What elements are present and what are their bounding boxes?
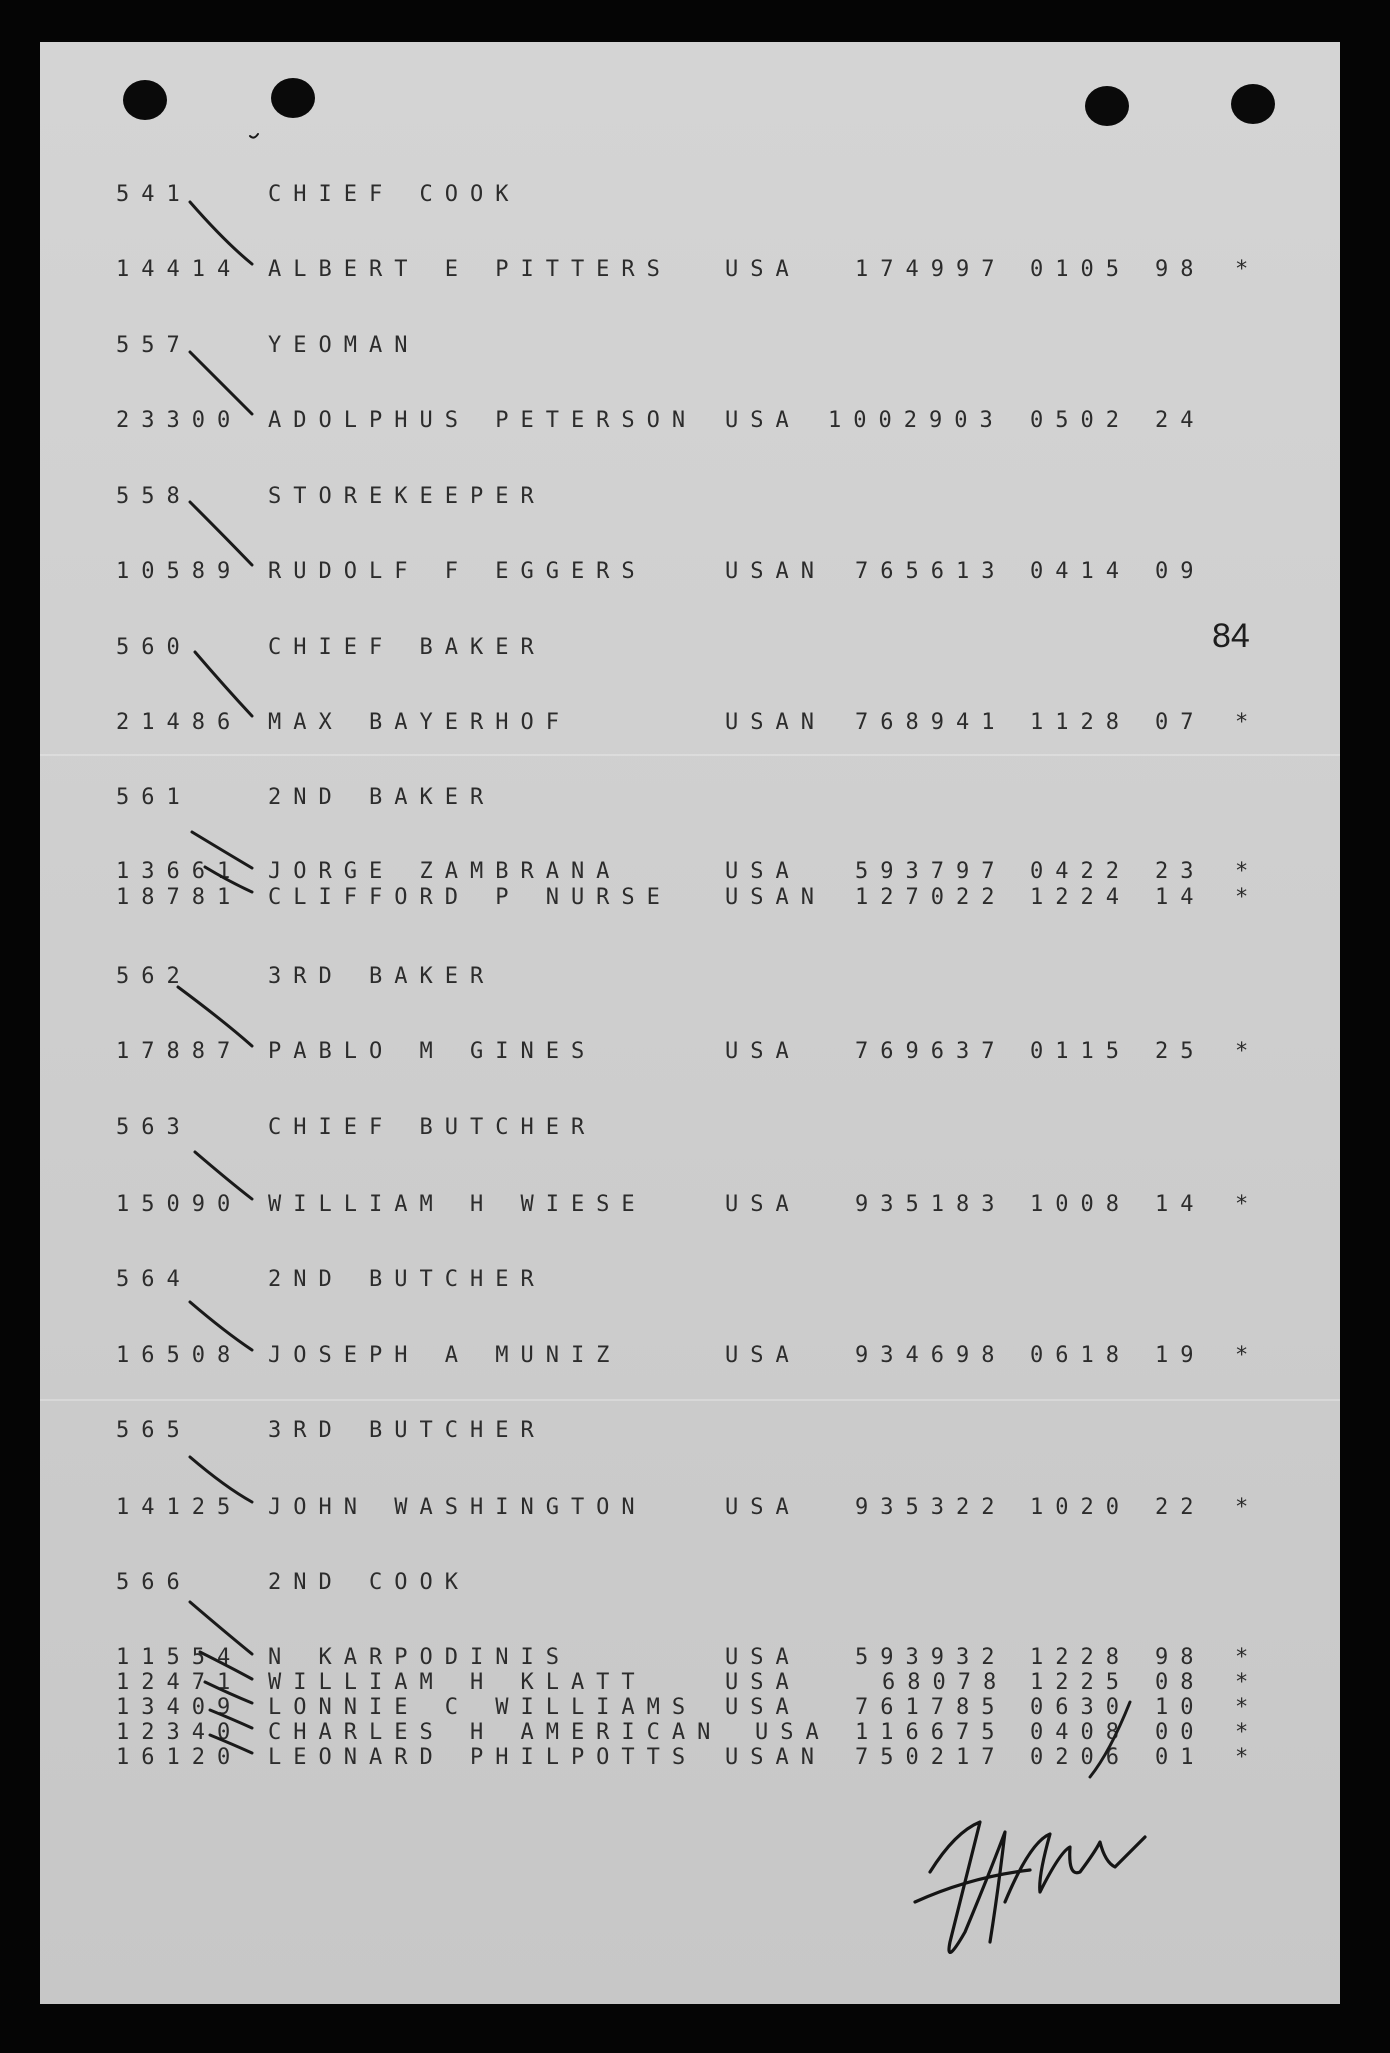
position-code: 564 [116,1267,192,1292]
signature [910,1782,1170,1972]
crew-date: 0105 [1030,257,1131,282]
crew-date: 0115 [1030,1039,1131,1064]
crew-certificate-number: 127022 [855,885,1007,910]
crew-nationality: USA [725,1695,801,1720]
position-code: 541 [116,182,192,207]
crew-nationality: USA [725,859,801,884]
crew-year: 22 [1155,1495,1206,1520]
crew-year: 07 [1155,710,1206,735]
position-code: 560 [116,635,192,660]
crew-year: 23 [1155,859,1206,884]
crew-row [40,1495,1340,1525]
crew-year: 98 [1155,1645,1206,1670]
crew-date: 1020 [1030,1495,1131,1520]
crew-name: JOSEPH A MUNIZ [268,1343,622,1368]
crew-year: 10 [1155,1695,1206,1720]
crew-name: ADOLPHUS PETERSON [268,408,698,433]
crew-asterisk: * [1235,859,1261,884]
crew-certificate-number: 935322 [855,1495,1007,1520]
crew-year: 98 [1155,257,1206,282]
position-header [40,635,1340,665]
crew-row [40,559,1340,589]
crew-date: 1128 [1030,710,1131,735]
crew-number: 21486 [116,710,243,735]
crew-nationality: USA [725,257,801,282]
crew-number: 16120 [116,1745,243,1770]
crew-certificate-number: 934698 [855,1343,1007,1368]
crew-asterisk: * [1235,710,1261,735]
crew-number: 23300 [116,408,243,433]
crew-asterisk: * [1235,1192,1261,1217]
position-title: YEOMAN [268,333,420,358]
position-title: CHIEF BUTCHER [268,1115,597,1140]
position-title: 2ND BUTCHER [268,1267,546,1292]
crew-year: 14 [1155,1192,1206,1217]
crew-asterisk: * [1235,1495,1261,1520]
crew-year: 09 [1155,559,1206,584]
position-header [40,1115,1340,1145]
position-title: CHIEF BAKER [268,635,546,660]
crew-certificate-number: 935183 [855,1192,1007,1217]
crew-number: 10589 [116,559,243,584]
crew-nationality: USAN [725,885,826,910]
position-code: 566 [116,1570,192,1595]
crew-date: 0618 [1030,1343,1131,1368]
position-code: 563 [116,1115,192,1140]
position-title: 3RD BUTCHER [268,1418,546,1443]
crew-number: 18781 [116,885,243,910]
punch-hole-4 [1231,84,1275,124]
position-header [40,964,1340,994]
crew-certificate-number: 765613 [855,559,1007,584]
crew-number: 11554 [116,1645,243,1670]
crew-nationality: USA [725,1343,801,1368]
crew-certificate-number: 768941 [855,710,1007,735]
crew-certificate-number: 68078 [882,1670,1009,1695]
crew-asterisk: * [1235,1720,1261,1745]
crew-number: 15090 [116,1192,243,1217]
position-title: 2ND BAKER [268,785,496,810]
crew-nationality: USAN [725,559,826,584]
crew-date: 0206 [1030,1745,1131,1770]
crew-row [40,885,1340,915]
crew-name: JOHN WASHINGTON [268,1495,647,1520]
position-header [40,1570,1340,1600]
crew-date: 0502 [1030,408,1131,433]
crew-certificate-number: 750217 [855,1745,1007,1770]
crew-number: 13661 [116,859,243,884]
crew-asterisk: * [1235,1695,1261,1720]
crew-number: 14414 [116,257,243,282]
crew-year: 25 [1155,1039,1206,1064]
crew-name: ALBERT E PITTERS [268,257,672,282]
crew-date: 1225 [1030,1670,1131,1695]
crew-year: 19 [1155,1343,1206,1368]
crew-certificate-number: 769637 [855,1039,1007,1064]
crew-number: 12471 [116,1670,243,1695]
position-code: 565 [116,1418,192,1443]
crew-name: N KARPODINIS [268,1645,571,1670]
position-title: STOREKEEPER [268,484,546,509]
crew-asterisk: * [1235,1670,1261,1695]
crew-nationality: USA [725,1645,801,1670]
crew-nationality: USAN [725,1745,826,1770]
position-header [40,333,1340,363]
fold-line [40,1399,1340,1401]
crew-year: 14 [1155,885,1206,910]
crew-row [40,1039,1340,1069]
crew-year: 08 [1155,1670,1206,1695]
position-header [40,1418,1340,1448]
crew-nationality: USAN [725,710,826,735]
crew-name: WILLIAM H KLATT [268,1670,647,1695]
position-header [40,1267,1340,1297]
position-header [40,785,1340,815]
crew-date: 0414 [1030,559,1131,584]
position-code: 558 [116,484,192,509]
crew-certificate-number: 593932 [855,1645,1007,1670]
crew-asterisk: * [1235,885,1261,910]
crew-nationality: USA [725,1670,801,1695]
crew-row [40,408,1340,438]
pen-stroke [250,134,258,138]
document-page [40,42,1340,2004]
crew-certificate-number: 761785 [855,1695,1007,1720]
position-header [40,484,1340,514]
crew-certificate-number: 174997 [855,257,1007,282]
page-number: 84 [1212,617,1250,655]
crew-number: 16508 [116,1343,243,1368]
crew-year: 24 [1155,408,1206,433]
punch-hole-2 [271,78,315,118]
position-title: 2ND COOK [268,1570,470,1595]
crew-certificate-number: 593797 [855,859,1007,884]
position-code: 562 [116,964,192,989]
crew-asterisk: * [1235,257,1261,282]
crew-nationality: USA [725,1495,801,1520]
crew-nationality: USA [725,408,801,433]
crew-date: 1228 [1030,1645,1131,1670]
position-title: CHIEF COOK [268,182,521,207]
crew-certificate-number: 116675 [855,1720,1007,1745]
check-mark [178,987,252,1046]
crew-name: PABLO M GINES [268,1039,597,1064]
crew-nationality: USA [725,1192,801,1217]
fold-line [40,754,1340,756]
position-title: 3RD BAKER [268,964,496,989]
crew-asterisk: * [1235,1343,1261,1368]
crew-name: CHARLES H AMERICAN [268,1720,723,1745]
crew-name: CLIFFORD P NURSE [268,885,672,910]
punch-hole-1 [123,80,167,120]
crew-date: 0408 [1030,1720,1131,1745]
crew-name: JORGE ZAMBRANA [268,859,622,884]
position-header [40,182,1340,212]
crew-name: LONNIE C WILLIAMS [268,1695,698,1720]
crew-year: 00 [1155,1720,1206,1745]
crew-row [40,1745,1340,1775]
crew-name: MAX BAYERHOF [268,710,571,735]
crew-date: 1224 [1030,885,1131,910]
punch-hole-3 [1085,86,1129,126]
crew-asterisk: * [1235,1745,1261,1770]
crew-number: 13409 [116,1695,243,1720]
crew-number: 14125 [116,1495,243,1520]
crew-row [40,1192,1340,1222]
crew-name: WILLIAM H WIESE [268,1192,647,1217]
crew-row [40,1343,1340,1373]
crew-date: 0422 [1030,859,1131,884]
crew-nationality: USA [725,1039,801,1064]
crew-date: 1008 [1030,1192,1131,1217]
crew-number: 17887 [116,1039,243,1064]
position-code: 557 [116,333,192,358]
crew-date: 0630 [1030,1695,1131,1720]
crew-year: 01 [1155,1745,1206,1770]
crew-asterisk: * [1235,1039,1261,1064]
crew-asterisk: * [1235,1645,1261,1670]
crew-row [40,710,1340,740]
crew-nationality: USA [755,1720,831,1745]
crew-certificate-number: 1002903 [828,408,1005,433]
crew-row [40,257,1340,287]
crew-name: LEONARD PHILPOTTS [268,1745,698,1770]
position-code: 561 [116,785,192,810]
crew-name: RUDOLF F EGGERS [268,559,647,584]
crew-number: 12340 [116,1720,243,1745]
